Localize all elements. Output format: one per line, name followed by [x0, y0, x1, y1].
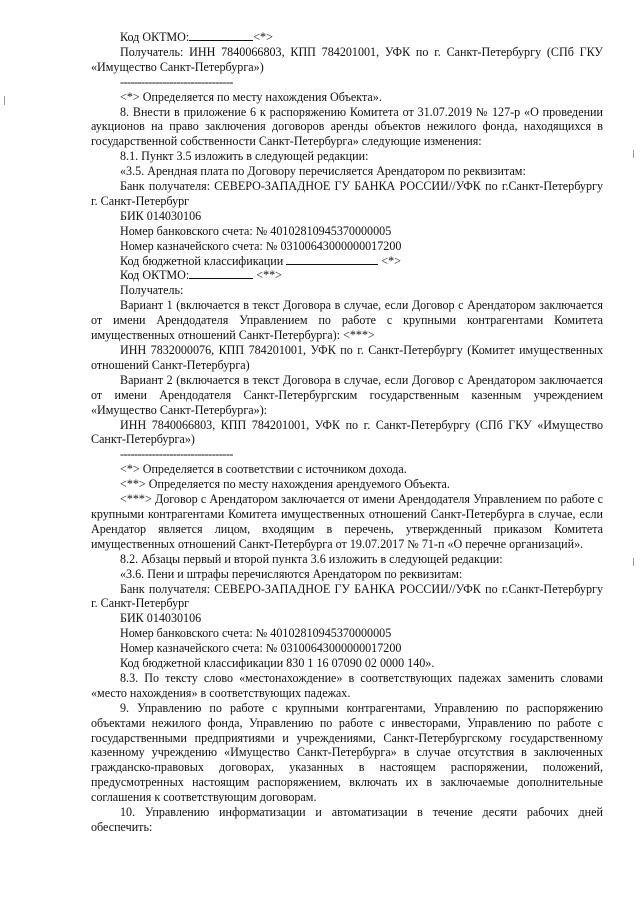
- variant-1-details: ИНН 7832000076, КПП 784201001, УФК по г. Санкт-Петербургу (Комитет имущественных отношений Санкт-Петербурга): [91, 343, 603, 372]
- kbk-line: Код бюджетной классификации <*>: [120, 253, 401, 268]
- footnote-separator: --------------------------------: [120, 447, 233, 462]
- paragraph-8: 8. Внести в приложение 6 к распоряжению Комитета от 31.07.2019 № 127-р «О проведении аукционов на право заключения договоров аренды объектов нежилого фонда, находящихся в государственной собственности Санкт-Петербурга» следующие изменения:: [91, 104, 603, 149]
- scan-mark: [633, 558, 634, 566]
- clause-3-5: «3.5. Арендная плата по Договору перечисляется Арендатором по реквизитам:: [120, 164, 526, 179]
- bik-line: БИК 014030106: [120, 611, 202, 626]
- recipient-line-1: Получатель: ИНН 7840066803, КПП 784201001, УФК по г. Санкт-Петербургу (СПб ГКУ «Имущество Санкт-Петербурга»): [91, 44, 603, 74]
- blank-line: [189, 268, 253, 279]
- footnote: <*> Определяется по месту нахождения Объекта».: [120, 89, 382, 104]
- bik-line: БИК 014030106: [120, 208, 202, 223]
- footnote-separator: --------------------------------: [120, 74, 233, 89]
- paragraph-8-3: 8.3. По тексту слово «местонахождение» в соответствующих падежах заменить словами «место нахождения» в соответствующих падежах.: [91, 670, 603, 700]
- footnote: <*> Определяется в соответствии с источником дохода.: [120, 462, 407, 477]
- bank-account-line: Номер банковского счета: № 40102810945370000005: [120, 626, 392, 641]
- variant-2-details: ИНН 7840066803, КПП 784201001, УФК по г. Санкт-Петербургу (СПб ГКУ «Имущество Санкт-Петербурга»): [91, 417, 603, 447]
- scan-mark: [633, 150, 634, 158]
- oktmo-line-1: Код ОКТМО: <*>: [120, 30, 273, 44]
- treasury-account-line: Номер казначейского счета: № 03100643000000017200: [120, 238, 402, 253]
- bank-account-line: Номер банковского счета: № 40102810945370000005: [120, 223, 392, 238]
- bank-line: Банк получателя: СЕВЕРО-ЗАПАДНОЕ ГУ БАНКА РОССИИ//УФК по г.Санкт-Петербургу г. Санкт-Петербург: [91, 179, 603, 208]
- kbk-line: Код бюджетной классификации 830 1 16 07090 02 0000 140».: [120, 656, 435, 671]
- variant-2: Вариант 2 (включается в текст Договора в случае, если Договор с Арендатором заключается от имени Арендодателя Санкт-Петербургским государственным казенным учреждением «Имущество Санкт-Петербурга»):: [91, 372, 603, 417]
- treasury-account-line: Номер казначейского счета: № 03100643000000017200: [120, 641, 402, 656]
- document-page: [91, 30, 603, 835]
- recipient-label: Получатель:: [120, 283, 184, 298]
- paragraph-8-2: 8.2. Абзацы первый и второй пункта 3.6 изложить в следующей редакции:: [120, 551, 503, 566]
- blank-line: [189, 30, 253, 41]
- scan-mark: [4, 96, 5, 105]
- footnote: <**> Определяется по месту нахождения арендуемого Объекта.: [120, 477, 450, 492]
- blank-line: [286, 254, 378, 265]
- clause-3-6: «3.6. Пени и штрафы перечисляются Арендатором по реквизитам:: [120, 566, 463, 581]
- variant-1: Вариант 1 (включается в текст Договора в случае, если Договор с Арендатором заключается от имени Арендодателя Управлением по работе с крупными контрагентами Комитета имущественных отношений Санкт-Петербурга): <***>: [91, 298, 603, 343]
- paragraph-8-1: 8.1. Пункт 3.5 изложить в следующей редакции:: [120, 149, 369, 164]
- bank-line: Банк получателя: СЕВЕРО-ЗАПАДНОЕ ГУ БАНКА РОССИИ//УФК по г.Санкт-Петербургу г. Санкт-Петербург: [91, 581, 603, 611]
- paragraph-9: 9. Управлению по работе с крупными контрагентами, Управлению по распоряжению объектами нежилого фонда, Управлению по работе с инвесторами, Управлению по работе с государственными предприятиями и учреждениями, Санкт-Петербургскому государственному казенному учреждению «Имущество Санкт-Петербурга» в случае отсутствия в заключенных гражданско-правовых договорах, указанных в настоящем распоряжении, положений, предусмотренных настоящим распоряжением, включать их в заключаемые дополнительные соглашения к соответствующим договорам.: [91, 700, 603, 805]
- paragraph-10: 10. Управлению информатизации и автоматизации в течение десяти рабочих дней обеспечить:: [91, 805, 603, 834]
- footnote: <***> Договор с Арендатором заключается от имени Арендодателя Управлением по работе с крупными контрагентами Комитета имущественных отношений Санкт-Петербурга в случае, если Арендатор является лицом, входящим в перечень, утвержденный приказом Комитета имущественных отношений Санкт-Петербурга от 19.07.2017 № 71-п «О перечне организаций».: [91, 492, 603, 551]
- oktmo-line-2: Код ОКТМО: <**>: [120, 268, 282, 283]
